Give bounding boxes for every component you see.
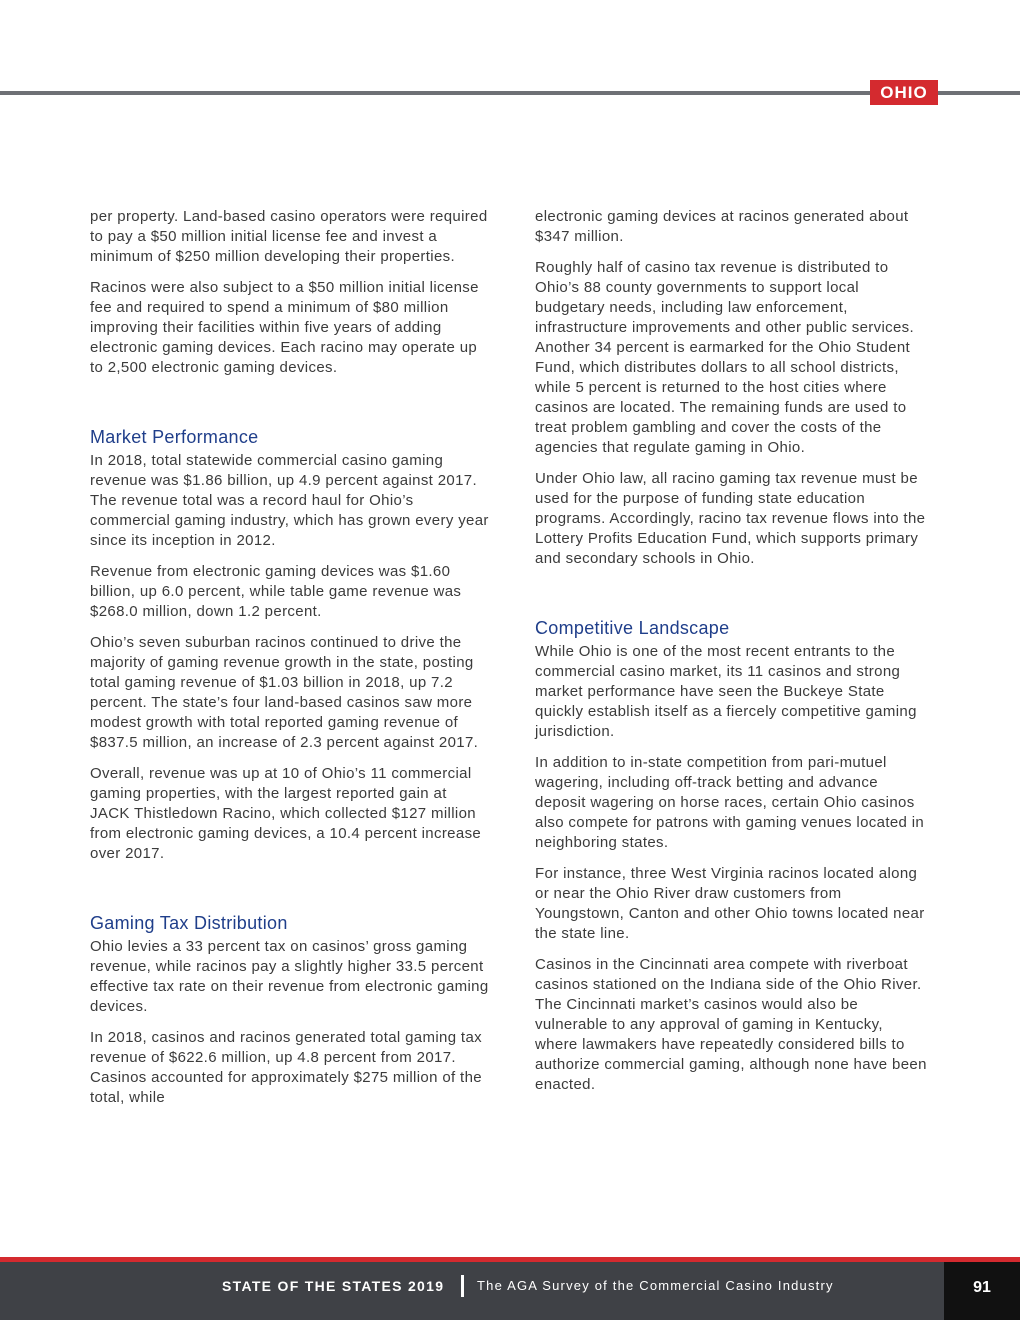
paragraph: Racinos were also subject to a $50 million initial license fee and required to spend a minimum of $80 million improving their facilities within five years of adding electronic gaming devices. Each racino may operate up to 2,500 electronic gaming devices. [90, 279, 479, 376]
right-column [535, 207, 930, 1106]
paragraph: per property. Land-based casino operators were required to pay a $50 million initial license fee and invest a minimum of $250 million developing their properties. [90, 208, 488, 265]
paragraph: While Ohio is one of the most recent entrants to the commercial casino market, its 11 casinos and strong market performance have seen the Buckeye State quickly establish itself as a fiercely competitive gaming jurisdiction. [535, 643, 917, 740]
paragraph: In addition to in-state competition from pari-mutuel wagering, including off-track betting and advance deposit wagering on horse races, certain Ohio casinos also compete for patrons with gaming venues located in neighboring states. [535, 754, 925, 851]
paragraph: Revenue from electronic gaming devices was $1.60 billion, up 6.0 percent, while table game revenue was $268.0 million, down 1.2 percent. [90, 563, 462, 620]
footer-title: STATE OF THE STATES 2019 [222, 1278, 445, 1294]
section-heading: Market Performance [90, 427, 259, 447]
section-heading: Competitive Landscape [535, 618, 730, 638]
paragraph: In 2018, total statewide commercial casino gaming revenue was $1.86 billion, up 4.9 percent against 2017. The revenue total was a record haul for Ohio’s commercial gaming industry, which has grown every year since its inception in 2012. [90, 452, 489, 549]
paragraph: electronic gaming devices at racinos generated about $347 million. [535, 208, 909, 245]
paragraph: In 2018, casinos and racinos generated total gaming tax revenue of $622.6 million, up 4.8 percent from 2017. Casinos accounted for approximately $275 million of the total, while [90, 1029, 482, 1106]
section-heading: Gaming Tax Distribution [90, 913, 288, 933]
paragraph: For instance, three West Virginia racinos located along or near the Ohio River draw customers from Youngstown, Canton and other Ohio towns located near the state line. [535, 865, 925, 942]
paragraph: Overall, revenue was up at 10 of Ohio’s 11 commercial gaming properties, with the largest reported gain at JACK Thistledown Racino, which collected $127 million from electronic gaming devices, a 10.4 percent increase over 2017. [90, 765, 482, 862]
market-performance-section [90, 426, 490, 864]
paragraph: Roughly half of casino tax revenue is distributed to Ohio’s 88 county governments to support local budgetary needs, including law enforcement, infrastructure improvements and other public services. Another 34 percent is earmarked for the Ohio Student Fund, which distributes dollars to all school districts, while 5 percent is returned to the host cities where casinos are located. The remaining funds are used to treat problem gambling and cover the costs of the agencies that regulate gaming in Ohio. [535, 259, 915, 456]
gaming-tax-section [90, 912, 490, 1108]
paragraph: Ohio’s seven suburban racinos continued to drive the majority of gaming revenue growth in the state, posting total gaming revenue of $1.03 billion in 2018, up 7.2 percent. The state’s four land-based casinos saw more modest growth with total reported gaming revenue of $837.5 million, an increase of 2.3 percent against 2017. [90, 634, 479, 751]
state-tab: OHIO [870, 80, 938, 105]
competitive-landscape-section [535, 617, 930, 1095]
footer-divider [461, 1275, 464, 1297]
footer-subtitle: The AGA Survey of the Commercial Casino Industry [477, 1278, 834, 1293]
header-rule [0, 91, 1020, 95]
left-column [90, 207, 490, 1119]
paragraph: Under Ohio law, all racino gaming tax revenue must be used for the purpose of funding state education programs. Accordingly, racino tax revenue flows into the Lottery Profits Education Fund, which supports primary and secondary schools in Ohio. [535, 470, 926, 567]
paragraph: Casinos in the Cincinnati area compete with riverboat casinos stationed on the Indiana side of the Ohio River. The Cincinnati market’s casinos would also be vulnerable to any approval of gaming in Kentucky, where lawmakers have repeatedly considered bills to authorize commercial gaming, although none have been enacted. [535, 956, 927, 1093]
paragraph: Ohio levies a 33 percent tax on casinos’ gross gaming revenue, while racinos pay a slightly higher 33.5 percent effective tax rate on their revenue from electronic gaming devices. [90, 938, 489, 1015]
page-number: 91 [973, 1279, 991, 1296]
